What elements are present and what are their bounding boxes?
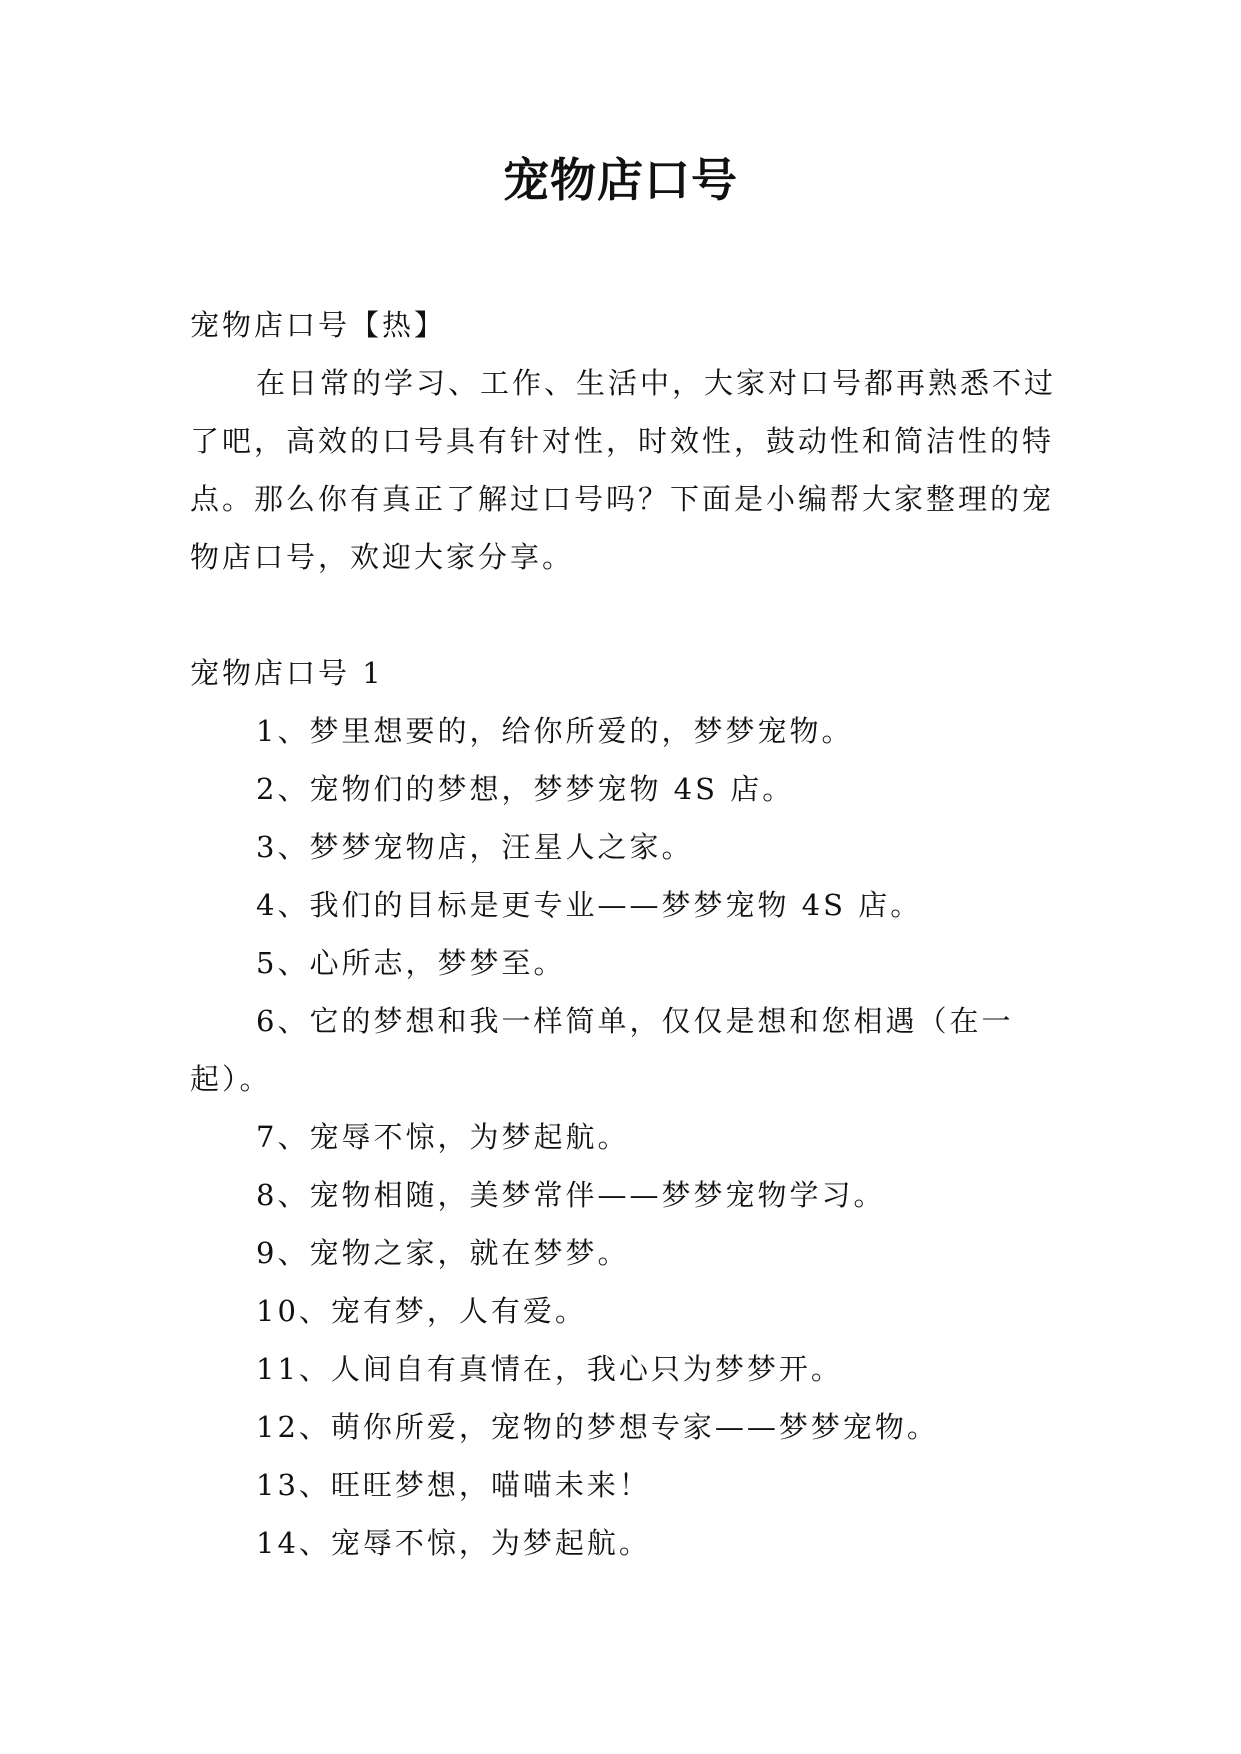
list-item: 14、宠辱不惊，为梦起航。 [256,1526,651,1560]
list-item: 4、我们的目标是更专业——梦梦宠物 4S 店。 [256,888,923,922]
document-body [190,296,1060,1572]
intro-paragraph: 在日常的学习、工作、生活中，大家对口号都再熟悉不过了吧，高效的口号具有针对性，时效性，鼓动性和简洁性的特点。那么你有真正了解过口号吗？下面是小编帮大家整理的宠物店口号，欢迎大家分享。 [190,366,1057,574]
list-item: 1、梦里想要的，给你所爱的，梦梦宠物。 [256,714,854,748]
list-item: 13、旺旺梦想，喵喵未来！ [256,1468,651,1502]
list-item: 5、心所志，梦梦至。 [256,946,566,980]
section-spacer [190,586,1060,644]
list-item: 10、宠有梦，人有爱。 [256,1294,587,1328]
list-item: 12、萌你所爱，宠物的梦想专家——梦梦宠物。 [256,1410,939,1444]
list-item: 11、人间自有真情在，我心只为梦梦开。 [256,1352,843,1386]
slogan-list [190,702,1060,1572]
section-heading-hot: 宠物店口号【热】 [190,308,447,342]
list-item: 2、宠物们的梦想，梦梦宠物 4S 店。 [256,772,795,806]
list-item: 7、宠辱不惊，为梦起航。 [256,1120,630,1154]
document-title: 宠物店口号 [503,153,738,207]
list-item: 6、它的梦想和我一样简单，仅仅是想和您相遇（在一起）。 [190,1004,1014,1096]
list-item: 9、宠物之家，就在梦梦。 [256,1236,630,1270]
list-item: 3、梦梦宠物店，汪星人之家。 [256,830,694,864]
section-heading-slogans-1: 宠物店口号 1 [190,656,384,690]
list-item: 8、宠物相随，美梦常伴——梦梦宠物学习。 [256,1178,886,1212]
